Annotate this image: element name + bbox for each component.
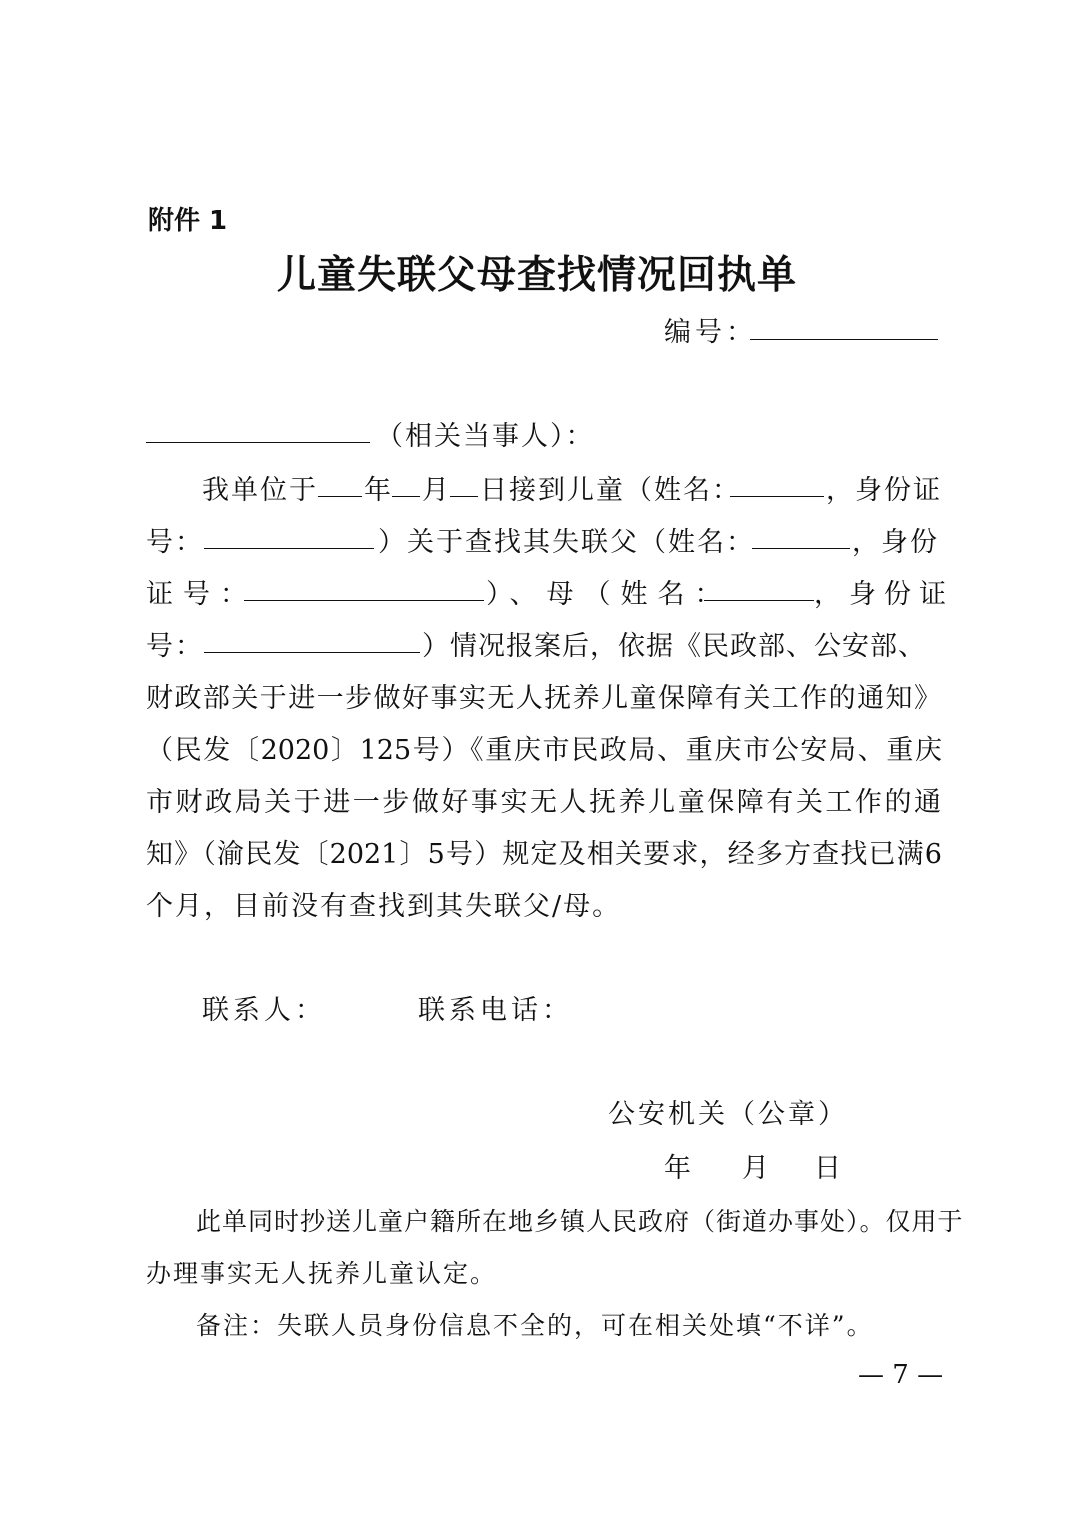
party-name-blank[interactable] bbox=[146, 442, 370, 443]
attachment-label: 附件 1 bbox=[148, 206, 228, 236]
sign-month-label: 月 bbox=[742, 1153, 769, 1184]
body-text: ，身份证 bbox=[826, 475, 942, 506]
cc-note-line-1: 此单同时抄送儿童户籍所在地乡镇人民政府（街道办事处）。仅用于 bbox=[196, 1207, 964, 1236]
body-text: 日接到儿童（姓名： bbox=[480, 475, 741, 506]
serial-number-blank[interactable] bbox=[750, 339, 938, 340]
body-text: ，身份证 bbox=[814, 579, 954, 610]
body-text: 年 bbox=[364, 475, 393, 506]
body-text: 个月，目前没有查找到其失联父/母。 bbox=[146, 891, 622, 922]
contact-phone-label: 联系电话： bbox=[418, 995, 573, 1026]
mother-name-blank[interactable] bbox=[704, 600, 814, 601]
body-text: ）关于查找其失联父（姓名： bbox=[378, 527, 755, 558]
body-text: 市财政局关于进一步做好事实无人抚养儿童保障有关工作的通 bbox=[146, 787, 942, 818]
body-text: 证号： bbox=[146, 579, 257, 610]
sign-day-label: 日 bbox=[814, 1153, 841, 1184]
body-text: ）情况报案后，依据《民政部、公安部、 bbox=[422, 631, 926, 662]
day-blank[interactable] bbox=[450, 496, 478, 497]
month-blank[interactable] bbox=[392, 496, 420, 497]
sign-year-label: 年 bbox=[664, 1153, 691, 1184]
child-id-blank[interactable] bbox=[204, 548, 374, 549]
remark-note: 备注：失联人员身份信息不全的，可在相关处填“不详”。 bbox=[196, 1311, 874, 1340]
body-text: 月 bbox=[422, 475, 451, 506]
father-id-blank[interactable] bbox=[244, 600, 484, 601]
father-name-blank[interactable] bbox=[752, 548, 850, 549]
page-number: — 7 — bbox=[858, 1360, 944, 1390]
serial-number-label: 编号： bbox=[664, 317, 757, 348]
year-blank[interactable] bbox=[318, 496, 362, 497]
document-title: 儿童失联父母查找情况回执单 bbox=[276, 253, 797, 298]
body-text: 财政部关于进一步做好事实无人抚养儿童保障有关工作的通知》 bbox=[146, 683, 942, 714]
addressee-suffix: （相关当事人）： bbox=[376, 421, 595, 452]
mother-id-blank[interactable] bbox=[204, 652, 420, 653]
body-text: 号： bbox=[146, 631, 204, 662]
body-text: 知》（渝民发〔2021〕5号）规定及相关要求，经多方查找已满6 bbox=[146, 839, 942, 870]
body-text: ，身份 bbox=[852, 527, 939, 558]
body-text: （民发〔2020〕125号）《重庆市民政局、重庆市公安局、重庆 bbox=[146, 735, 942, 766]
body-text: 我单位于 bbox=[202, 475, 318, 506]
cc-note-line-2: 办理事实无人抚养儿童认定。 bbox=[146, 1259, 498, 1288]
body-text: 号： bbox=[146, 527, 204, 558]
police-seal-label: 公安机关（公章） bbox=[608, 1099, 848, 1130]
body-text: ）、母（姓名： bbox=[486, 579, 732, 610]
contact-person-label: 联系人： bbox=[202, 995, 326, 1026]
child-name-blank[interactable] bbox=[730, 496, 824, 497]
